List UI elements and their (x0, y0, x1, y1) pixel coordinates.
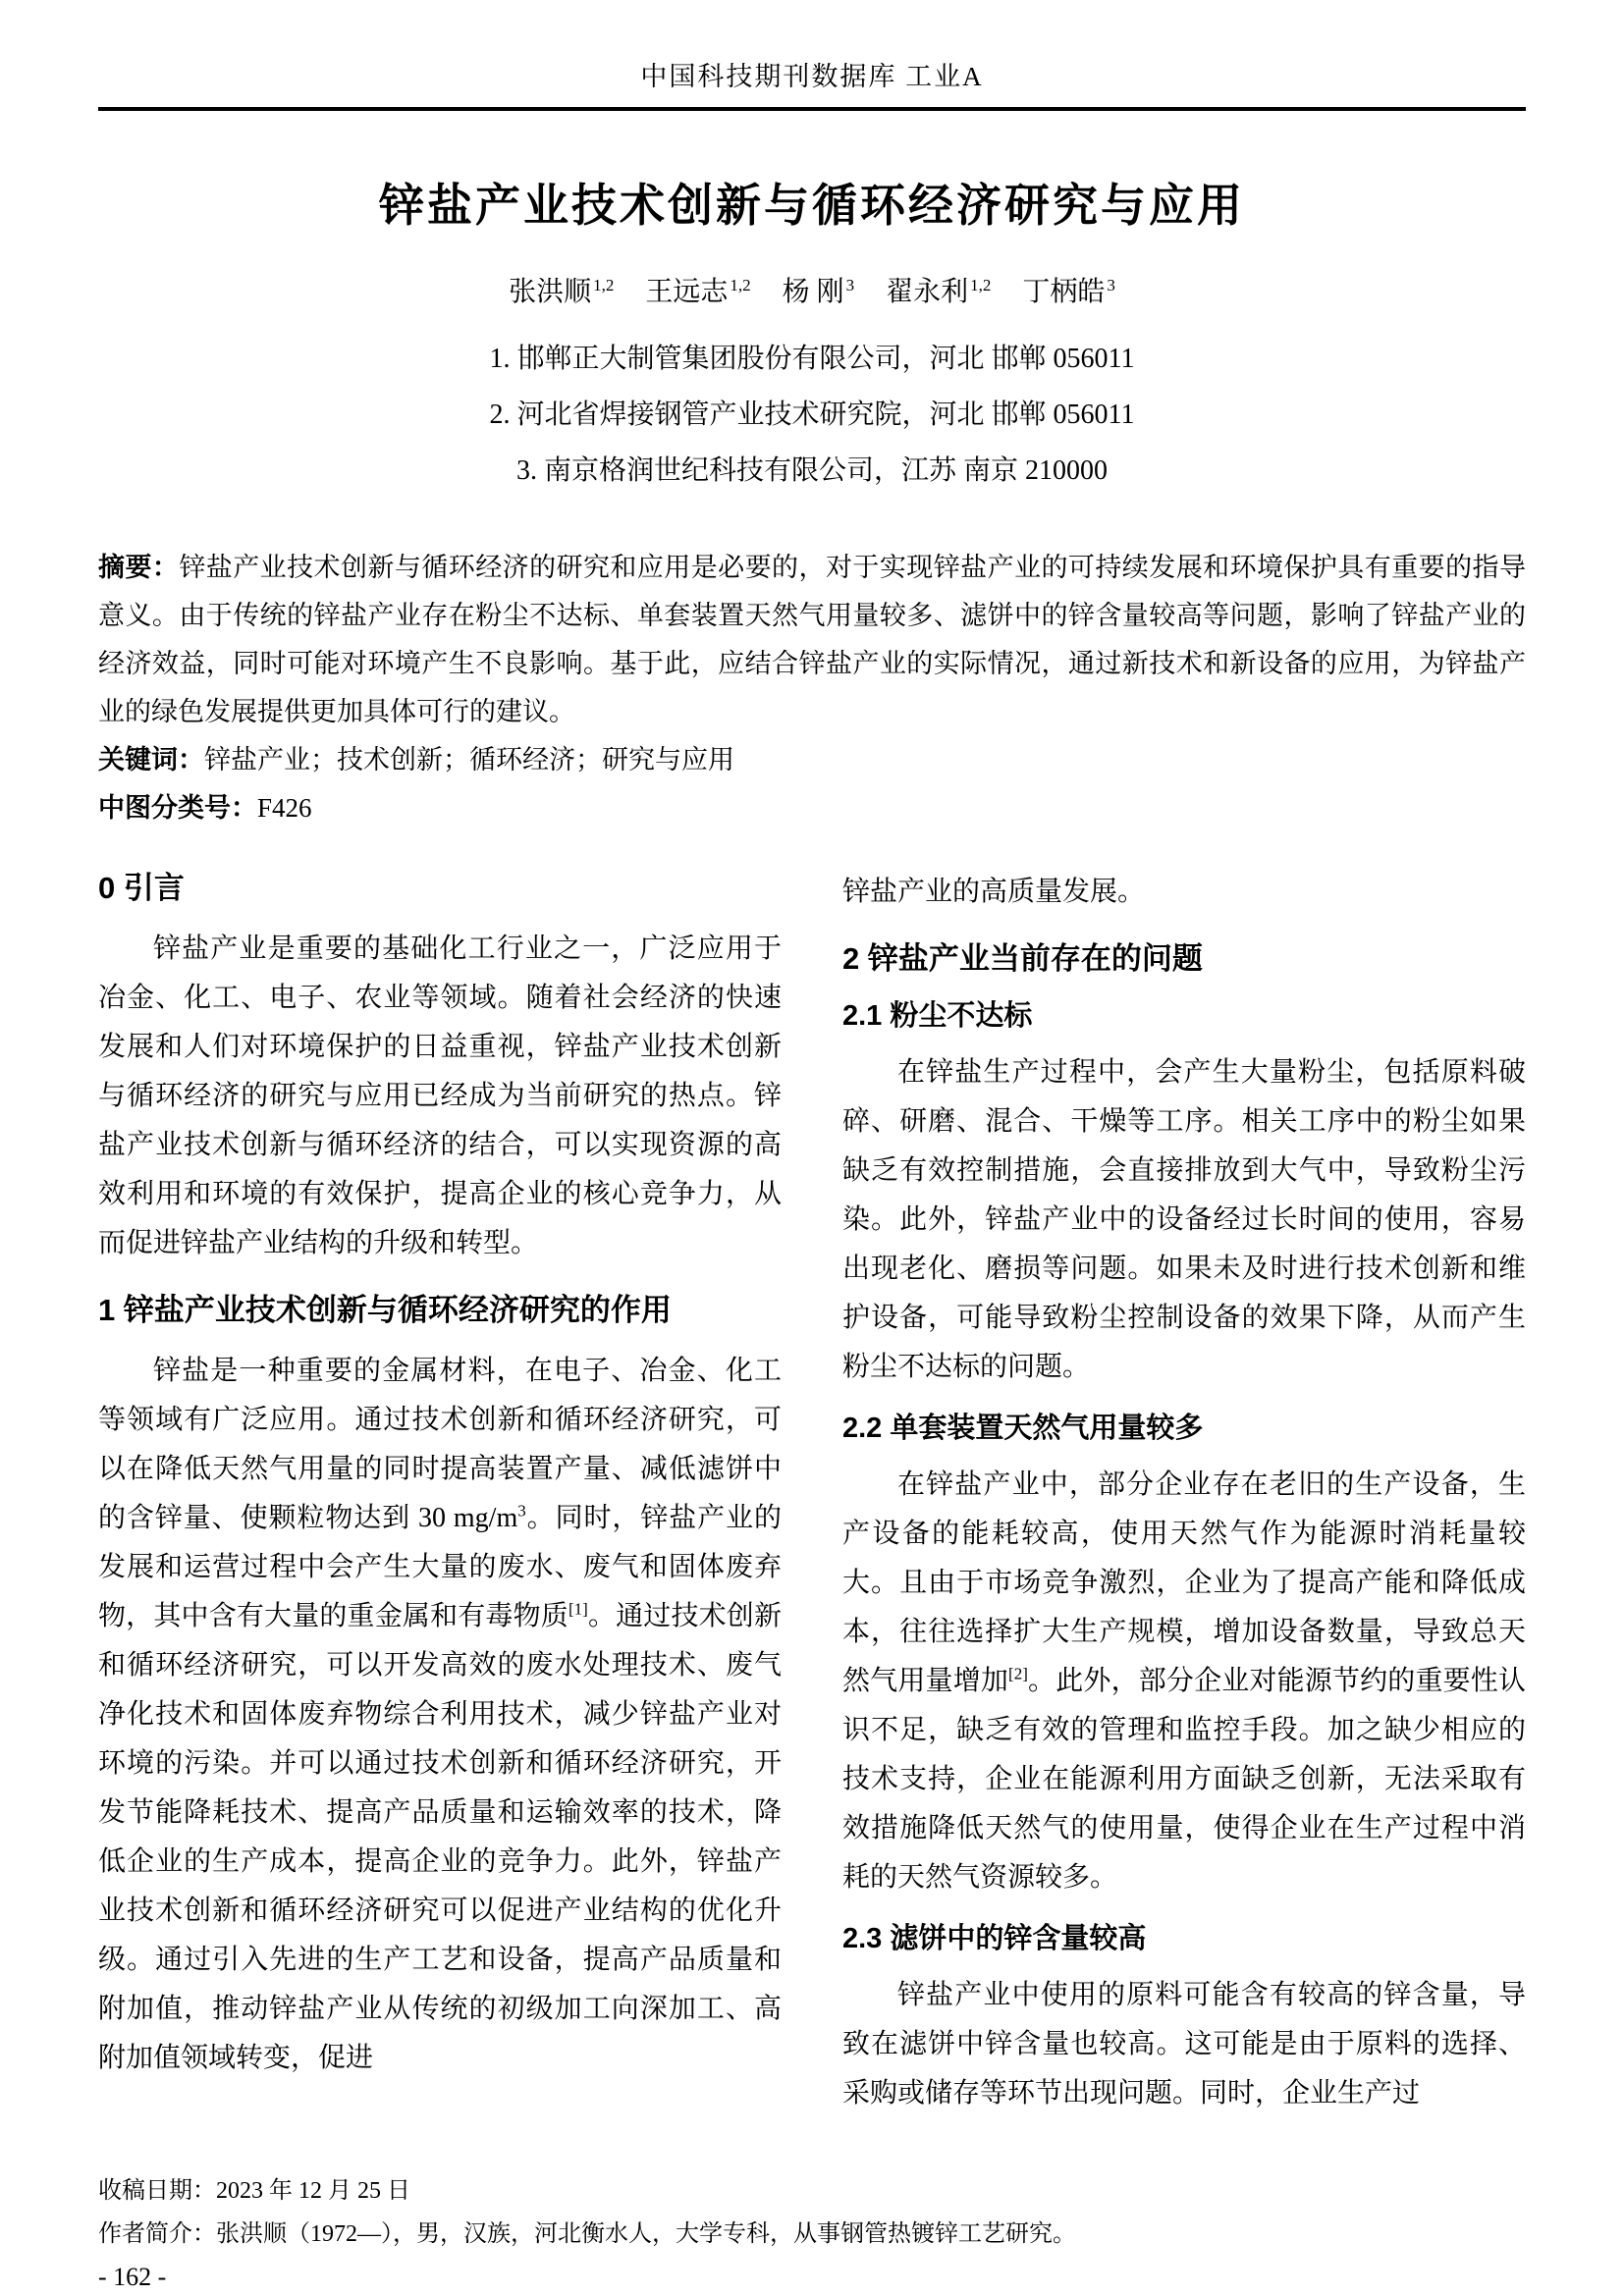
journal-header: 中国科技期刊数据库 工业A (640, 62, 984, 91)
paragraph-text: 锌盐产业中使用的原料可能含有较高的锌含量，导致在滤饼中锌含量也较高。这可能是由于原料的选择、采购或储存等环节出现问题。同时，企业生产过 (842, 1980, 1526, 2109)
author-name: 翟永利 (886, 277, 969, 307)
received-date: 收稿日期：2023 年 12 月 25 日 (98, 2178, 410, 2205)
paragraph (842, 1461, 1526, 1902)
paragraph-text: 在锌盐生产过程中，会产生大量粉尘，包括原料破碎、研磨、混合、干燥等工序。相关工序中的粉尘如果缺乏有效控制措施，会直接排放到大气中，导致粉尘污染。此外，锌盐产业中的设备经过长时间的使用，容易出现老化、磨损等问题。如果未及时进行技术创新和维护设备，可能导致粉尘控制设备的效果下降，从而产生粉尘不达标的问题。 (842, 1056, 1526, 1382)
paragraph (98, 925, 782, 1268)
affiliation-line: 3. 南京格润世纪科技有限公司，江苏 南京 210000 (515, 455, 1108, 486)
author-affiliation-ref: 1,2 (593, 275, 615, 294)
author-name: 杨 刚 (782, 277, 844, 307)
author-affiliation-ref: 1,2 (970, 275, 992, 294)
paragraph-text: 锌盐产业的高质量发展。 (842, 877, 1146, 907)
page-title: 锌盐产业技术创新与循环经济研究与应用 (379, 180, 1245, 231)
superscript-ref: 3 (517, 1501, 526, 1521)
author (1022, 277, 1115, 307)
paragraph-text: 锌盐产业是重要的基础化工行业之一，广泛应用于冶金、化工、电子、农业等领域。随着社会经济的快速发展和人们对环境保护的日益重视，锌盐产业技术创新与循环经济的研究与应用已经成为当前研究的热点。锌盐产业技术创新与循环经济的结合，可以实现资源的高效利用和环境的有效保护，提高企业的核心竞争力，从而促进锌盐产业结构的升级和转型。 (98, 933, 782, 1258)
subsection-heading: 2.3 滤饼中的锌含量较高 (842, 1923, 1147, 1955)
clc-number (98, 784, 1526, 832)
keywords-label: 关键词： (98, 745, 204, 774)
abstract-label: 摘要： (98, 553, 180, 582)
page-number: - 162 - (98, 2263, 167, 2292)
section-heading: 2 锌盐产业当前存在的问题 (842, 941, 1203, 976)
affiliation-line: 1. 邯郸正大制管集团股份有限公司，河北 邯郸 056011 (489, 344, 1135, 374)
paragraph-text: 。此外，部分企业对能源节约的重要性认识不足，缺乏有效的管理和监控手段。加之缺少相应的技术支持，企业在能源利用方面缺乏创新，无法采取有效措施降低天然气的使用量，使得企业在生产过程中消耗的天然气资源较多。 (842, 1666, 1526, 1894)
keywords (98, 736, 1526, 784)
abstract (98, 544, 1526, 736)
paragraph (98, 1347, 782, 2083)
author-affiliation-ref: 3 (1107, 275, 1115, 294)
superscript-ref: [2] (1008, 1664, 1028, 1683)
authors-line (98, 270, 1526, 309)
affiliation-line: 2. 河北省焊接钢管产业技术研究院，河北 邯郸 056011 (489, 400, 1135, 430)
author (783, 277, 855, 307)
body-columns (98, 868, 1526, 2118)
author (645, 277, 750, 307)
header-divider (98, 107, 1526, 111)
section-heading: 1 锌盐产业技术创新与循环经济研究的作用 (98, 1292, 672, 1327)
author-name: 王远志 (645, 277, 729, 307)
paragraph (842, 1048, 1526, 1392)
subsection-heading: 2.1 粉尘不达标 (842, 999, 1033, 1032)
superscript-ref: [1] (568, 1599, 588, 1619)
author-bio: 作者简介：张洪顺（1972—），男，汉族，河北衡水人，大学专科，从事钢管热镀锌工艺研究。 (98, 2221, 1076, 2248)
author-name: 张洪顺 (509, 277, 592, 307)
subsection-heading: 2.2 单套装置天然气用量较多 (842, 1412, 1204, 1444)
paragraph-text: 。同时，锌盐产业的发展和运营过程中会产生大量的废水、废气和固体废弃物，其中含有大量的重金属和有毒物质 (98, 1502, 782, 1631)
paragraph-text: 在锌盐产业中，部分企业存在老旧的生产设备，生产设备的能耗较高，使用天然气作为能源时消耗量较大。且由于市场竞争激烈，企业为了提高产能和降低成本，往往选择扩大生产规模，增加设备数量，导致总天然气用量增加 (842, 1469, 1526, 1697)
page-footer (98, 2169, 1526, 2296)
clc-value: F426 (257, 793, 312, 823)
author-name: 丁柄皓 (1022, 277, 1106, 307)
right-column (842, 868, 1526, 2118)
paragraph-text: 锌盐是一种重要的金属材料，在电子、冶金、化工等领域有广泛应用。通过技术创新和循环经济研究，可以在降低天然气用量的同时提高装置产量、减低滤饼中的含锌量、使颗粒物达到 30 mg/m (98, 1355, 782, 1533)
section-heading: 0 引言 (98, 871, 185, 905)
meta-block (98, 544, 1526, 832)
paragraph (842, 868, 1526, 917)
clc-label: 中图分类号： (98, 793, 257, 823)
keywords-text: 锌盐产业；技术创新；循环经济；研究与应用 (204, 745, 734, 774)
paragraph (842, 1971, 1526, 2118)
left-column (98, 868, 782, 2118)
author (509, 277, 614, 307)
abstract-text: 锌盐产业技术创新与循环经济的研究和应用是必要的，对于实现锌盐产业的可持续发展和环境保护具有重要的指导意义。由于传统的锌盐产业存在粉尘不达标、单套装置天然气用量较多、滤饼中的锌含量较高等问题，影响了锌盐产业的经济效益，同时可能对环境产生不良影响。基于此，应结合锌盐产业的实际情况，通过新技术和新设备的应用，为锌盐产业的绿色发展提供更加具体可行的建议。 (98, 553, 1526, 726)
author (886, 277, 991, 307)
author-affiliation-ref: 1,2 (730, 275, 751, 294)
affiliations-block (98, 331, 1526, 499)
paragraph-text: 。通过技术创新和循环经济研究，可以开发高效的废水处理技术、废气净化技术和固体废弃物综合利用技术，减少锌盐产业对环境的污染。并可以通过技术创新和循环经济研究，开发节能降耗技术、提高产品质量和运输效率的技术，降低企业的生产成本，提高企业的竞争力。此外，锌盐产业技术创新和循环经济研究可以促进产业结构的优化升级。通过引入先进的生产工艺和设备，提高产品质量和附加值，推动锌盐产业从传统的初级加工向深加工、高附加值领域转变，促进 (98, 1600, 782, 2073)
author-affiliation-ref: 3 (845, 275, 855, 294)
